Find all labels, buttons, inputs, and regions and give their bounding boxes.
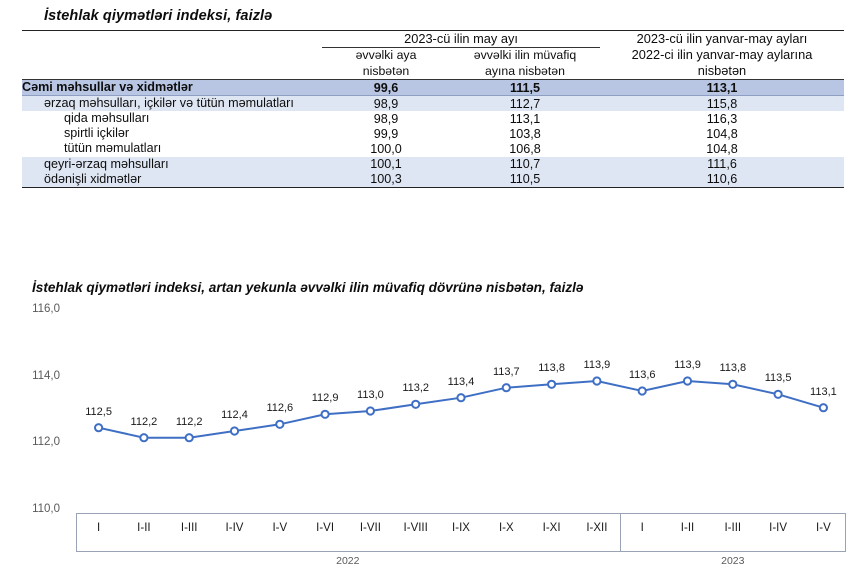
chart-point-label: 112,4 (221, 409, 248, 421)
rule-cell-4 (600, 187, 844, 188)
header-spacer-cell (22, 31, 322, 48)
row-label: ödənişli xidmətlər (22, 172, 322, 187)
row-value-1: 100,0 (322, 141, 450, 156)
chart-data-point (684, 377, 691, 384)
row-value-1: 100,1 (322, 157, 450, 172)
chart-point-label: 113,0 (357, 389, 384, 401)
chart-data-point (503, 384, 510, 391)
row-value-1: 100,3 (322, 172, 450, 187)
chart-data-point (820, 404, 827, 411)
chart-data-point (367, 407, 374, 414)
table-bottom-rule (22, 187, 844, 188)
chart-x-tick-label: I-IV (225, 522, 244, 534)
chart-x-tick-label: I-III (724, 522, 742, 534)
row-label: qida məhsulları (22, 111, 322, 126)
chart-point-label: 113,6 (628, 369, 656, 381)
row-value-3: 111,6 (600, 157, 844, 172)
header-sub2-line1: əvvəlki ilin müvafiq (473, 48, 577, 63)
chart-point-label: 113,2 (402, 382, 430, 395)
chart-data-point (775, 391, 782, 398)
table-title: İstehlak qiymətləri indeksi, faizlə (44, 8, 273, 24)
axis-group-separator (620, 513, 621, 551)
chart-line-series (99, 381, 824, 438)
chart-point-label: 113,9 (674, 359, 701, 371)
chart-year-label: 2022 (336, 555, 360, 567)
header-sub-prev-year-month (450, 48, 600, 80)
cpi-table-container (22, 30, 844, 188)
chart-x-tick-label: I-II (680, 522, 695, 534)
header-group-janmay-line3: nisbətən (697, 62, 747, 78)
chart-point-label: 113,1 (810, 385, 837, 398)
cpi-table (22, 30, 844, 188)
header-group-janmay (600, 31, 844, 80)
chart-data-point (593, 377, 600, 384)
chart-data-point (95, 424, 102, 431)
chart-x-tick-label: I (640, 522, 644, 534)
chart-title: İstehlak qiymətləri indeksi, artan yekunla əvvəlki ilin müvafiq dövrünə nisbətən, faizlə (32, 280, 584, 295)
row-value-2: 110,5 (450, 172, 600, 187)
header-spacer-cell-2 (22, 48, 322, 80)
table-row (22, 79, 844, 95)
cpi-line-chart (0, 305, 868, 581)
row-value-3: 104,8 (600, 141, 844, 156)
row-value-2: 103,8 (450, 126, 600, 141)
row-label: tütün məmulatları (22, 141, 322, 156)
chart-x-tick-label: I (96, 522, 101, 534)
chart-data-point (548, 381, 555, 388)
row-value-3: 115,8 (600, 96, 844, 112)
header-sub1-line1: əvvəlki aya (355, 48, 417, 63)
row-label: spirtli içkilər (22, 126, 322, 141)
table-row (22, 96, 844, 112)
header-group-janmay-line1: 2023-cü ilin yanvar-may ayları (636, 31, 808, 46)
header-group-may: 2023-cü ilin may ayı (322, 31, 600, 48)
chart-y-tick-label: 110,0 (32, 503, 60, 515)
row-value-1: 99,9 (322, 126, 450, 141)
header-sub-prev-month (322, 48, 450, 80)
chart-point-label: 113,5 (764, 372, 792, 385)
chart-x-tick-label: I-XI (542, 522, 561, 534)
chart-data-point (639, 387, 646, 394)
axis-group-separator (845, 513, 846, 551)
chart-svg (76, 311, 846, 511)
chart-point-label: 112,2 (130, 415, 158, 428)
header-sub1-line2: nisbətən (362, 63, 410, 78)
table-row (22, 141, 844, 156)
chart-y-tick-label: 116,0 (32, 303, 60, 315)
chart-x-tick-label: I-X (498, 522, 514, 534)
row-label: qeyri-ərzaq məhsulları (22, 157, 322, 172)
row-value-1: 99,6 (322, 79, 450, 95)
chart-data-point (457, 394, 464, 401)
chart-x-tick-label: I-III (180, 522, 198, 534)
chart-x-tick-label: I-V (816, 522, 831, 534)
table-row (22, 172, 844, 187)
rule-cell-1 (22, 187, 322, 188)
table-row (22, 126, 844, 141)
chart-point-label: 113,8 (719, 362, 747, 375)
chart-data-point (729, 381, 736, 388)
row-value-3: 110,6 (600, 172, 844, 187)
table-header-group-row (22, 31, 844, 48)
row-label: ərzaq məhsulları, içkilər və tütün məmulatları (22, 96, 322, 112)
chart-point-label: 112,5 (85, 405, 112, 418)
rule-cell-3 (450, 187, 600, 188)
row-value-1: 98,9 (322, 111, 450, 126)
chart-point-label: 112,2 (175, 415, 203, 428)
table-row (22, 157, 844, 172)
chart-x-tick-label: I-II (137, 522, 151, 534)
chart-data-point (412, 401, 419, 408)
chart-x-tick-label: I-XII (586, 522, 608, 534)
header-sub2-line2: ayına nisbətən (485, 63, 565, 78)
chart-x-axis (76, 513, 846, 575)
chart-point-label: 113,4 (447, 375, 475, 388)
chart-data-point (140, 434, 147, 441)
header-group-janmay-line2: 2022-ci ilin yanvar-may aylarına (631, 46, 813, 62)
chart-data-point (276, 421, 283, 428)
table-row (22, 111, 844, 126)
chart-year-label: 2023 (721, 555, 745, 567)
chart-x-tick-label: I-VII (359, 522, 381, 534)
chart-y-tick-label: 112,0 (32, 436, 60, 449)
chart-point-label: 112,9 (311, 392, 339, 405)
row-value-1: 98,9 (322, 96, 450, 112)
chart-data-point (186, 434, 193, 441)
chart-x-tick-label: I-IX (452, 522, 470, 534)
row-label: Cəmi məhsullar və xidmətlər (22, 79, 322, 95)
row-value-2: 111,5 (450, 79, 600, 95)
chart-x-tick-label: I-IV (769, 522, 788, 534)
row-value-3: 104,8 (600, 126, 844, 141)
row-value-3: 113,1 (600, 79, 844, 95)
chart-plot-area (76, 311, 846, 511)
chart-data-point (231, 427, 238, 434)
chart-x-tick-label: I-VI (316, 522, 335, 534)
rule-cell-2 (322, 187, 450, 188)
row-value-2: 113,1 (450, 111, 600, 126)
chart-point-label: 113,8 (538, 362, 565, 375)
axis-top-line (76, 513, 846, 514)
chart-point-label: 112,6 (266, 402, 294, 415)
axis-group-separator (76, 513, 77, 551)
chart-point-label: 113,9 (583, 359, 611, 371)
chart-point-label: 113,7 (492, 365, 520, 378)
chart-y-tick-label: 114,0 (32, 369, 60, 382)
chart-x-tick-label: I-VIII (403, 522, 428, 534)
axis-bottom-line (76, 551, 846, 552)
row-value-2: 110,7 (450, 157, 600, 172)
row-value-3: 116,3 (600, 111, 844, 126)
row-value-2: 112,7 (450, 96, 600, 112)
chart-x-tick-label: I-V (272, 522, 288, 534)
chart-data-point (322, 411, 329, 418)
row-value-2: 106,8 (450, 141, 600, 156)
